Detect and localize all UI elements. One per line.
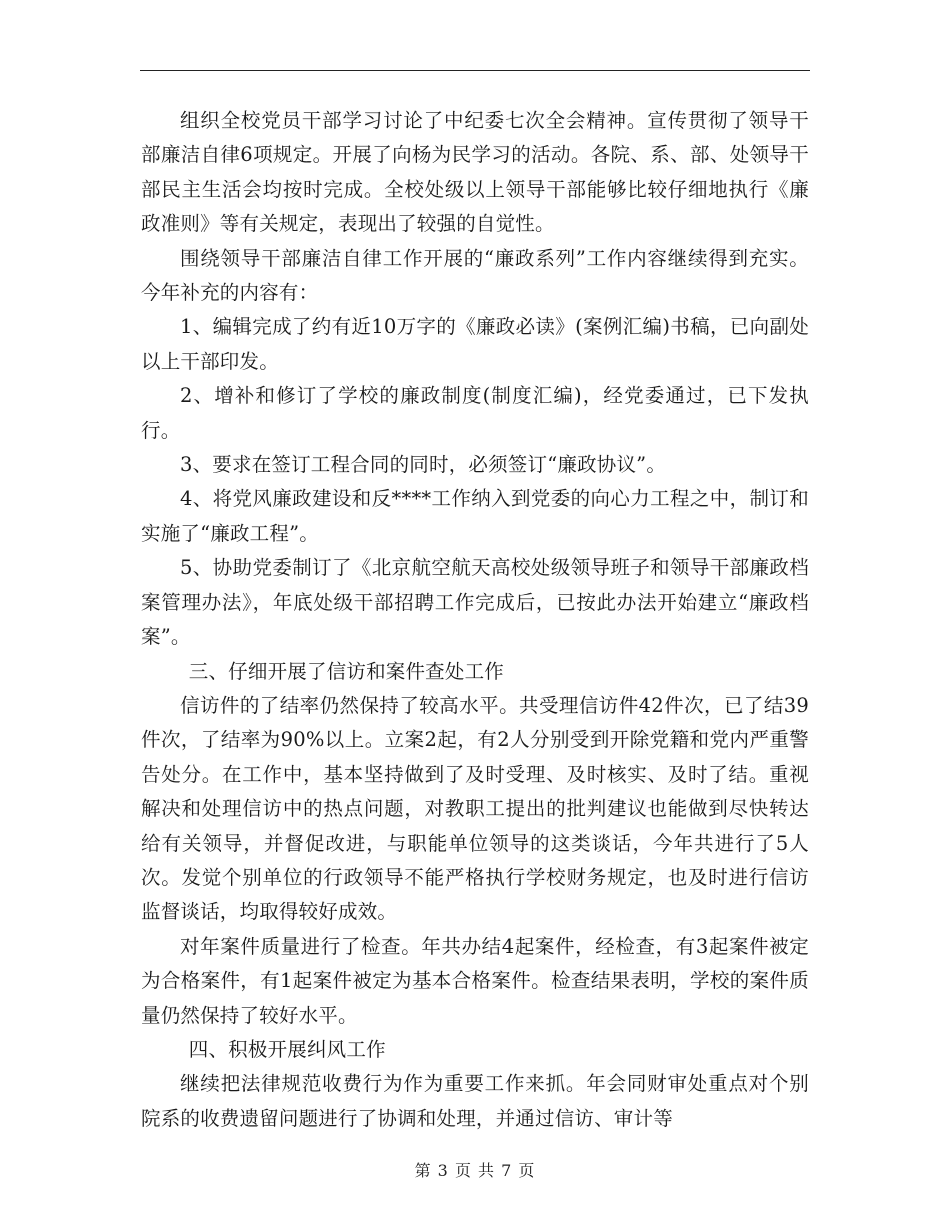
page-number: 第 3 页 共 7 页 [414,1161,536,1180]
section-heading-3: 三、仔细开展了信访和案件查处工作 [188,659,504,683]
section-heading-4: 四、积极开展纠风工作 [188,1037,386,1061]
paragraph-fee-regulation: 继续把法律规范收费行为作为重要工作来抓。年会同财审处重点对个别院系的收费遗留问题进行了协调和处理，并通过信访、审计等 [141,1072,809,1130]
header-rule [140,70,810,71]
list-item-1: 1、编辑完成了约有近10万字的《廉政必读》(案例汇编)书稿，已向副处以上干部印发。 [141,315,809,373]
paragraph-study-meeting: 组织全校党员干部学习讨论了中纪委七次全会精神。宣传贯彻了领导干部廉洁自律6项规定。开展了向杨为民学习的活动。各院、系、部、处领导干部民主生活会均按时完成。全校处级以上领导干部能够比较仔细地执行《廉政准则》等有关规定，表现出了较强的自觉性。 [141,109,809,236]
list-item-2: 2、增补和修订了学校的廉政制度(制度汇编)，经党委通过，已下发执行。 [141,384,809,442]
paragraph-petitions: 信访件的了结率仍然保持了较高水平。共受理信访件42件次，已了结39件次，了结率为90%以上。立案2起，有2人分别受到开除党籍和党内严重警告处分。在工作中，基本坚持做到了及时受理、及时核实、及时了结。重视解决和处理信访中的热点问题，对教职工提出的批判建议也能做到尽快转达给有关领导，并督促改进，与职能单位领导的这类谈话，今年共进行了5人次。发觉个别单位的行政领导不能严格执行学校财务规定，也及时进行信访监督谈话，均取得较好成效。 [141,693,809,924]
paragraph-integrity-series: 围绕领导干部廉洁自律工作开展的“廉政系列”工作内容继续得到充实。今年补充的内容有： [141,246,809,305]
paragraph-case-quality: 对年案件质量进行了检查。年共办结4起案件，经检查，有3起案件被定为合格案件，有1起案件被定为基本合格案件。检查结果表明，学校的案件质量仍然保持了较好水平。 [141,934,809,1027]
list-item-3: 3、要求在签订工程合同的同时，必须签订“廉政协议”。 [180,453,667,477]
list-item-5: 5、协助党委制订了《北京航空航天高校处级领导班子和领导干部廉政档案管理办法》，年底处级干部招聘工作完成后，已按此办法开始建立“廉政档案”。 [141,556,809,649]
list-item-4: 4、将党风廉政建设和反****工作纳入到党委的向心力工程之中，制订和实施了“廉政工程”。 [141,487,809,545]
document-body [141,104,809,1136]
